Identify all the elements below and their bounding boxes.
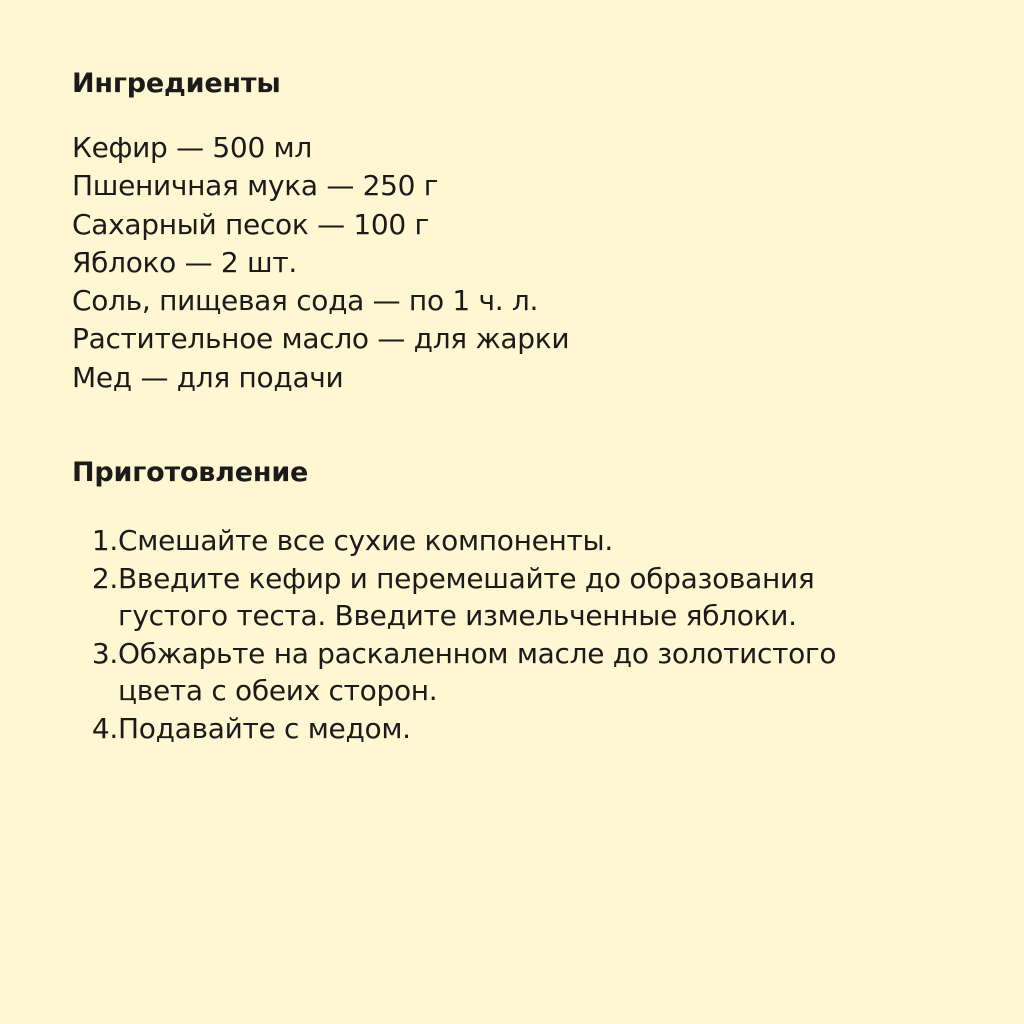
ingredient-item: Кефир — 500 мл	[72, 131, 312, 164]
ingredient-item: Пшеничная мука — 250 г	[72, 169, 439, 203]
ingredient-item: Соль, пищевая сода — по 1 ч. л.	[72, 284, 539, 318]
step-text	[118, 710, 411, 748]
preparation-steps	[72, 522, 952, 747]
step-number: 2.	[91, 561, 118, 595]
ingredient-item: Сахарный песок — 100 г	[72, 207, 429, 241]
ingredient-item: Растительное масло — для жарки	[72, 322, 570, 356]
step-line: цвета с обеих сторон.	[118, 674, 438, 707]
step-text	[118, 560, 814, 635]
ingredient-item: Яблоко — 2 шт.	[72, 245, 297, 279]
step-number: 4.	[91, 711, 118, 745]
ingredients-list	[72, 129, 569, 397]
step-line: густого теста. Введите измельченные яблоки.	[118, 599, 797, 632]
step-item	[72, 635, 952, 710]
step-line: Подавайте с медом.	[118, 711, 411, 745]
preparation-heading: Приготовление	[72, 457, 309, 488]
step-line: Обжарьте на раскаленном масле до золотистого	[118, 636, 837, 670]
ingredients-heading: Ингредиенты	[72, 68, 281, 99]
step-number: 3.	[91, 636, 118, 670]
step-line: Смешайте все сухие компоненты.	[118, 524, 613, 557]
step-text	[118, 522, 613, 560]
step-number: 1.	[91, 524, 118, 557]
step-item	[72, 522, 952, 560]
step-text	[118, 635, 836, 710]
step-item	[72, 710, 952, 748]
step-item	[72, 560, 952, 635]
ingredient-item: Мед — для подачи	[72, 360, 344, 394]
step-line: Введите кефир и перемешайте до образования	[118, 561, 815, 595]
